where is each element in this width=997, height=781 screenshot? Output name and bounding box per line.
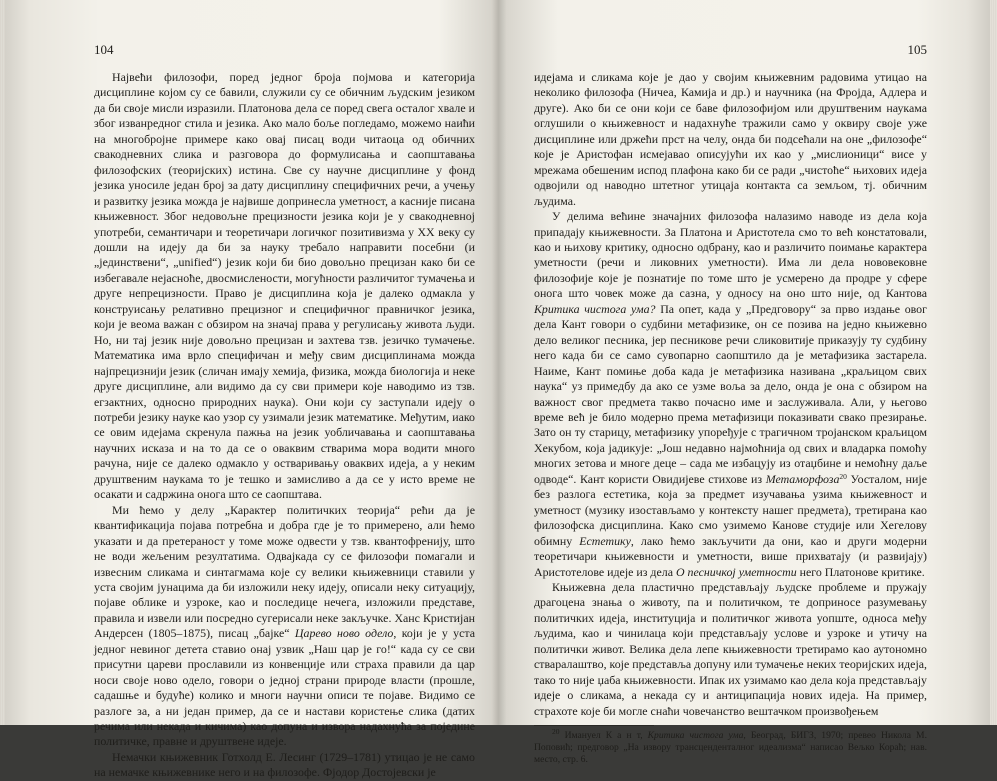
page-number-right: 105 xyxy=(907,42,927,57)
paragraph: идејама и сликама које је дао у својим књижевним радовима утицао на неколико филозофа (Ничеа, Камија и др.) и научника (на Фројда, Адлера и друге). Ако би се они који се баве филозофијом или друштвеним наукама оглушили о књижевност и надахнуће тражили само у оквиру своје уже дисциплине или држећи прст на челу, онда би подсећали на оне „филозофе“ које је Аристофан исмејавао описујући их као у „мислионици“ висе у мрежама обешеним испод плафона како би се ради „чистоће“ њихових идеја одвојили од наводно штетног утицаја контакта са земљом, тј. обичним људима. xyxy=(534,70,927,208)
left-page-text xyxy=(94,70,475,781)
paragraph: Највећи филозофи, поред једног броја појмова и категорија дисциплине којом су се бавили, служили су се обичним људским језиком да би своје мисли изразили. Платонова дела се поред свега осталог хвале и због изванредног стила и језика. Ако мало боље погледамо, можемо наићи на многобројне примере како овај писац води читаоца од обичних свакодневних слика и разговора до формулисања и саопштавања филозофских (теоријских) истина. Све су научне дисциплине у фонд језика уносиле један број за дату дисциплину специфичних речи, а учењу и развитку језика можда је највише допринесла уметност, а касније писана књижевност. Због недовољне прецизности језика који је у свакодневној употреби, семантичари и теоретичари логичког позитивизма у XX веку су дошли на идеју да би за науку требало направити посебни (и „јединствени“, „unified“) језик који би био довољно прецизан како би се избегавале нејасноће, двосмислености, могућности различитог тумачења и друге непрецизности. Право је дисциплина која је далеко одмакла у конструисању релативно прецизног и специфичног правничког језика, који је веома важан с обзиром на значај права у регулисању живота људи. Но, ни тај језик није довољно прецизан и захтева тзв. језичко тумачење. Математика има врло специфичан и међу свим дисциплинама можда најпрецизнији језик (сличан имају хемија, физика, можда биологија и неке друге дисциплине, али видимо да су сви примери које наводимо из тзв. егзактних, односно природних наука). Они који су заступали идеју о потреби језику науке као узор су узимали језик математике. Међутим, иако се овим идејама скренула пажња на језик уобличавања и саопштавања научних исказа и на то да се о оваквим стварима мора водити много рачуна, није се далеко одмакло у остваривању оваквих идеја, а у неким друштвеним наукама то је тешко и замисливо а да се у исто време не осакати и садржина онога што се саопштава. xyxy=(94,70,475,502)
paragraph: Књижевна дела пластично представљају људске проблеме и пружају драгоцена знања о животу, па и политичком, те доприносе разумевању политичких идеја, институција и политичког живота уопште, односа међу људима, као и чинилаца који представљају услове и узроке и утичу на политички живот. Велика дела лепе књижевности третирамо као аутономно стваралаштво, које представља допуну или тумачење неких теоријских идеја, тако то није џаба књижевности. Ипак их узимамо као дела која представљају идеје о сликама, а некада су и антиципација нових идеја. На пример, страхоте које би могле снаћи човечанство вештачком произвођењем xyxy=(534,579,927,718)
right-page-text xyxy=(534,70,927,719)
left-page xyxy=(0,0,497,780)
paragraph: Немачки књижевник Готхолд Е. Лесинг (1729–1781) утицао је не само на немачке књижевнике него и на филозофе. Фјодор Достојевски је xyxy=(94,749,475,780)
footnote-ref: 20 xyxy=(839,471,847,481)
right-page xyxy=(500,0,997,766)
book-title: Царево ново одело xyxy=(294,626,394,641)
book-title: Метаморфоза xyxy=(765,471,840,486)
paragraph: У делима већине значајних филозофа налазимо наводе из дела која припадају књижевности. За Платона и Аристотела смо то већ констатовали, као и њихову критику, односно одбрану, као и различито поимање карактера уметности (речи и ликовних уметности). Има ли дела нововековне филозофије које је познатије по томе што је усмерено да продре у сфере онога што човек може да сазна, у односу на оно што није, од Кантова Критика чистога ума? Па опет, када у „Предговору“ за прво издање овог дела Кант говори о судбини метафизике, он се позива на једно књижевно дело великог песника, јер песникове речи сликовитије приказују ту судбину него када би се само сувопарно саопштило да је метафизика застарела. Наиме, Кант помиње доба када је метафизика називана „краљицом свих наука“ уз примедбу да ако се узме воља за дело, онда је она с обзиром на важност свог предмета такво почасно име и заслуживала. Али, у његово време већ је било модерно према метафизици показивати свако презирање. Зато он ту старицу, метафизику упоређује с трагичном тројанском краљицом Хекубом, која јадикује: „Још недавно најмоћнија од свих и владарка помоћу многих зетова и многе деце – сада ме избацују из отаџбине и немоћну даље одводе“. Кант користи Овидијеве стихове из Метаморфоза$^{20}$ Уосталом, није без разлога естетика, која за предмет изучавања узима књижевност и уметност (музику изостављамо у контексту нашег предмета), третирана као филозофска дисциплина. Како смо узимемо Канове студије или Хегелову обимну Естетику, лако ћемо закључити да они, као и други модерни теоретичари књижевности и уметности, више прихватају (и развијају) Аристотелове идеје из дела О песничкој уметности него Платонове критике. xyxy=(534,209,928,579)
footnote: $^{20}$ Имануел К а н т, Критика чистога ума, Београд, БИГЗ, 1970; превео Никола М. Поповић; предговор „На извору трансценденталног идеализма“ написао Вељко Кораћ; нав. место, стр. 6. xyxy=(534,727,927,766)
paragraph: Ми ћемо у делу „Карактер политичких теорија“ рећи да је квантификација појава потребна и добра где је то примерено, али ћемо указати и да претераност у томе може одвести у тзв. квантофренију, што не води жељеним резултатима. Одвајкада су се филозофи помагали и извесним сликама и синтагмама које су велики књижевници ставили у уста својим јунацима да би изложили неку идеју, описали неку ситуацију, појаве облике и узроке, као и последице нечега, изложили представе, правила и извели или посредно сугерисали неке закључке. Ханс Кристијан Андерсен (1805–1875), писац „бајке“ Царево ново одело, који је у уста једног невиног детета ставио онај узвик „Наш цар је го!“ када су се сви присутни цареви прославили из конвенције или страха правили да цар носи своје ново одело, говори о једној страни природе власти (прошле, садашње и будуће) колико и многи научни описи те појаве. Видимо се разлоге за, а ни један пример, да се и настави користење слика (датих речима или некада и кичима) као допуна и извора надахнућа за поједине политичке, правне и друштвене идеје. xyxy=(94,502,475,749)
page-number-left: 104 xyxy=(94,42,114,57)
footnote-divider xyxy=(534,725,654,726)
book-title: Критика чистога ума? xyxy=(534,301,656,316)
book-title: Естетику xyxy=(579,533,631,548)
book-title: О песничкој уметности xyxy=(675,564,797,579)
page-edge-right xyxy=(990,0,997,725)
